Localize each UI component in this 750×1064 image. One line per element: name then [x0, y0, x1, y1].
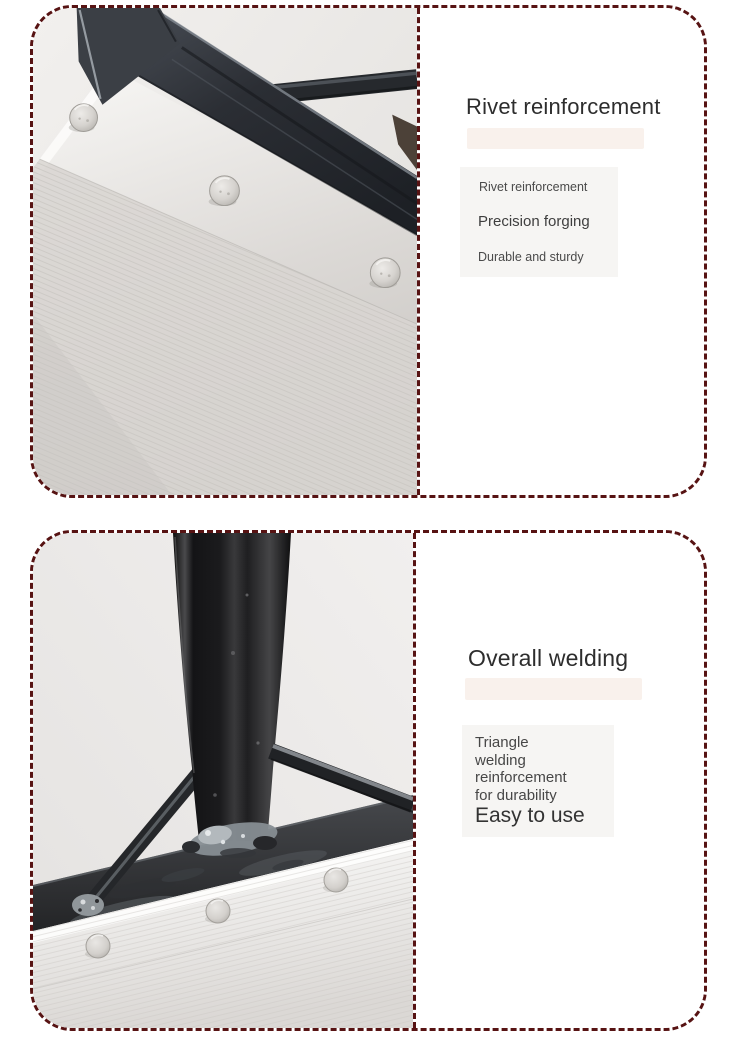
- panel-overall-welding: [30, 530, 707, 1031]
- feature-item: Durable and sturdy: [478, 250, 584, 264]
- welded-handle-photo-illustration: [33, 533, 413, 1028]
- photo-rivet-blade: [33, 8, 417, 495]
- panel-text-column: [420, 8, 704, 495]
- panel-rivet-reinforcement: [30, 5, 707, 498]
- photo-welded-handle: [33, 533, 413, 1028]
- faded-highlight-bar: [465, 678, 642, 700]
- feature-item: Precision forging: [478, 213, 590, 230]
- rivet: [323, 868, 348, 892]
- feature-item: Easy to use: [475, 804, 585, 827]
- rivet: [69, 104, 98, 132]
- weld-bead: [72, 894, 104, 916]
- rivet: [205, 899, 230, 923]
- panel-text-column: [416, 533, 704, 1028]
- panel-heading: Overall welding: [468, 645, 629, 671]
- feature-line: welding: [475, 751, 526, 769]
- rivet: [85, 934, 110, 958]
- rivet: [369, 258, 400, 288]
- feature-line: Triangle: [475, 734, 529, 751]
- feature-line: for durability: [475, 786, 557, 804]
- feature-line: reinforcement: [475, 769, 567, 786]
- faded-highlight-bar: [467, 128, 644, 149]
- panel-heading: Rivet reinforcement: [466, 94, 661, 119]
- rivet-blade-photo-illustration: [33, 8, 417, 495]
- feature-item-multiline: [475, 734, 567, 804]
- feature-item: Rivet reinforcement: [479, 180, 588, 194]
- rivet: [209, 176, 240, 206]
